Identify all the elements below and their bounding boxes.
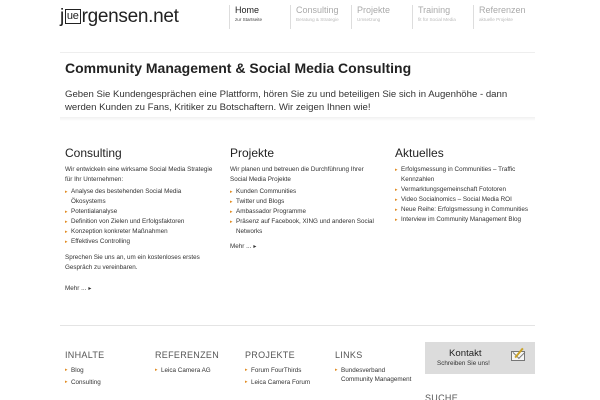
footer-link[interactable]: ▸ Forum FourThirds: [245, 366, 310, 375]
consulting-outro: Sprechen Sie uns an, um ein kostenloses erstes Gespräch zu vereinbaren.: [65, 254, 200, 271]
news-link[interactable]: ▸ Erfolgsmessung in Communities – Traffic Kennzahlen: [395, 165, 540, 185]
list-item: ▸ Ambassador Programme: [230, 207, 382, 217]
list-item: ▸ Konzeption konkreter Maßnahmen: [65, 227, 217, 237]
nav-item-projekte[interactable]: [351, 5, 410, 29]
footer-link[interactable]: ▸ Leica Camera Forum: [245, 378, 310, 387]
logo-text-pre: j: [60, 6, 64, 27]
consulting-intro: Wir entwickeln eine wirksame Social Media Strategie für Ihr Unternehmen:: [65, 166, 213, 183]
contact-title: Kontakt: [449, 348, 482, 359]
footer-link[interactable]: ▸ Leica Camera AG: [155, 366, 219, 375]
news-link[interactable]: ▸ Video Socialnomics – Social Media ROI: [395, 195, 540, 205]
footer-inhalte: [65, 350, 104, 390]
nav-item-referenzen[interactable]: [473, 5, 532, 29]
nav-item-title: Home: [235, 5, 260, 15]
nav-item-subtitle: Umsetzung: [357, 17, 381, 22]
nav-item-title: Consulting: [296, 5, 339, 15]
aktuelles-column: [395, 146, 540, 225]
news-link[interactable]: ▸ Interview im Community Management Blog: [395, 215, 540, 225]
chevron-right-icon: ▸: [253, 244, 257, 250]
main-nav: [229, 5, 534, 29]
consulting-heading: Consulting: [65, 146, 122, 160]
contact-subtitle: Schreiben Sie uns!: [437, 360, 490, 367]
list-item: ▸ Effektives Controlling: [65, 237, 217, 247]
nav-item-title: Training: [418, 5, 451, 15]
footer-link[interactable]: ▸ Blog: [65, 366, 104, 375]
nav-item-subtitle: aktuelle Projekte: [479, 17, 513, 22]
footer-heading: LINKS: [335, 350, 363, 360]
list-item: ▸ Präsenz auf Facebook, XING und anderen Social Networks: [230, 217, 382, 237]
contact-button[interactable]: [425, 342, 535, 374]
more-label: Mehr ...: [230, 243, 252, 250]
news-link[interactable]: ▸ Neue Reihe: Erfolgsmessung in Communities: [395, 205, 540, 215]
consulting-more-link[interactable]: [65, 285, 217, 292]
site-logo[interactable]: [60, 6, 179, 28]
footer-heading: PROJEKTE: [245, 350, 295, 360]
list-item: ▸ Definition von Zielen und Erfolgsfaktoren: [65, 217, 217, 227]
nav-item-subtitle: Beratung & Strategie: [296, 17, 339, 22]
hero-text: Geben Sie Kundengesprächen eine Plattform, hören Sie zu und beteiligen Sie sich in Augenhöhe - dann werden Kunden zu Fans, Kritiker zu Botschaftern. Wir zeigen Ihnen wie!: [65, 89, 508, 113]
nav-item-home[interactable]: [229, 5, 288, 29]
projekte-column: [230, 146, 382, 250]
logo-mark: ue: [66, 10, 79, 22]
header-divider: [60, 52, 535, 53]
footer-referenzen: [155, 350, 219, 378]
nav-item-subtitle: zur Startseite: [235, 17, 263, 22]
projekte-more-link[interactable]: [230, 243, 382, 250]
projekte-heading: Projekte: [230, 146, 275, 160]
news-link[interactable]: ▸ Vermarktungsgemeinschaft Fototoren: [395, 185, 540, 195]
page-title: Community Management & Social Media Consulting: [65, 60, 412, 76]
more-label: Mehr ...: [65, 285, 87, 292]
footer-divider: [60, 325, 535, 326]
nav-item-training[interactable]: [412, 5, 471, 29]
consulting-column: [65, 146, 217, 292]
list-item: ▸ Analyse des bestehenden Social Media Ökosystems: [65, 187, 217, 207]
list-item: ▸ Twitter und Blogs: [230, 197, 382, 207]
list-item: ▸ Potentialanalyse: [65, 207, 217, 217]
footer-links: [335, 350, 415, 387]
projekte-list: [230, 187, 382, 237]
hero-divider: [60, 117, 535, 121]
chevron-right-icon: ▸: [88, 286, 92, 292]
consulting-list: [65, 187, 217, 247]
nav-item-consulting[interactable]: [290, 5, 349, 29]
footer-heading: INHALTE: [65, 350, 105, 360]
nav-item-title: Referenzen: [479, 5, 526, 15]
footer-link[interactable]: ▸ Consulting: [65, 378, 104, 387]
aktuelles-list: [395, 165, 540, 225]
projekte-intro: Wir planen und betreuen die Durchführung Ihrer Social Media Projekte: [230, 166, 364, 183]
nav-item-title: Projekte: [357, 5, 391, 15]
footer-projekte: [245, 350, 310, 390]
nav-item-subtitle: fit für Social Media: [418, 17, 456, 22]
footer-link[interactable]: ▸ Bundesverband Community Management: [335, 366, 415, 384]
search-heading: SUCHE: [425, 393, 459, 400]
list-item: ▸ Kunden Communities: [230, 187, 382, 197]
footer-heading: REFERENZEN: [155, 350, 220, 360]
logo-text-post: rgensen.net: [81, 6, 179, 27]
aktuelles-heading: Aktuelles: [395, 146, 444, 160]
